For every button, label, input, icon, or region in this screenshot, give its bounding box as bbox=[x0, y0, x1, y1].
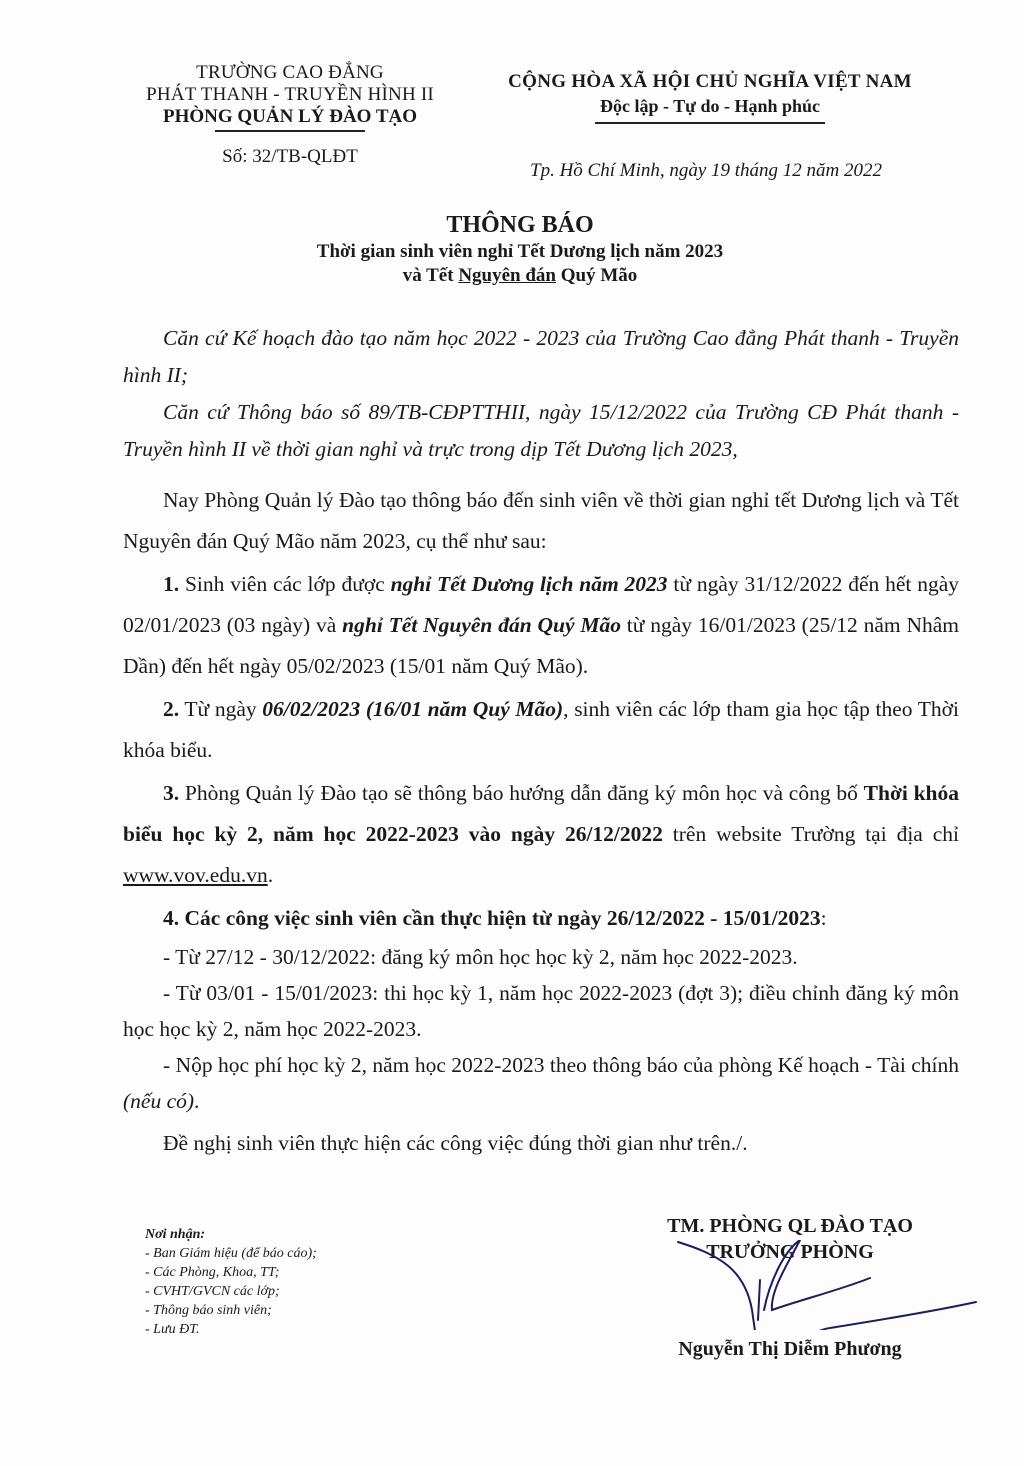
item-2-text: Từ ngày bbox=[179, 697, 263, 721]
item-1-number: 1. bbox=[163, 572, 180, 596]
legal-basis-1: Căn cứ Kế hoạch đào tạo năm học 2022 - 2023 của Trường Cao đẳng Phát thanh - Truyền hình II; bbox=[123, 326, 959, 387]
item-1-text: Sinh viên các lớp được bbox=[179, 572, 391, 596]
item-3-text-3: . bbox=[267, 863, 274, 887]
signature-line-2: TRƯỞNG PHÒNG bbox=[706, 1241, 874, 1263]
recipient-item: - CVHT/GVCN các lớp; bbox=[145, 1284, 280, 1299]
signature-line-1: TM. PHÒNG QL ĐÀO TẠO bbox=[667, 1215, 913, 1237]
fee-text: - Nộp học phí học kỳ 2, năm học 2022-2023 theo thông báo của phòng Kế hoạch - Tài chính bbox=[163, 1053, 959, 1077]
item-4-task-1: - Từ 27/12 - 30/12/2022: đăng ký môn học học kỳ 2, năm học 2022-2023. bbox=[163, 945, 798, 969]
issuer-divider bbox=[215, 130, 365, 132]
recipient-item: - Các Phòng, Khoa, TT; bbox=[145, 1265, 280, 1280]
country-name: CỘNG HÒA XÃ HỘI CHỦ NGHĨA VIỆT NAM bbox=[508, 71, 912, 92]
item-4-heading-text: 4. Các công việc sinh viên cần thực hiện từ ngày 26/12/2022 - 15/01/2023 bbox=[163, 906, 821, 930]
item-1-emphasis-1: nghỉ Tết Dương lịch năm 2023 bbox=[390, 572, 668, 596]
subtitle-prefix: và Tết bbox=[402, 265, 459, 286]
item-3-emphasis: Thời khóa biểu học kỳ 2, năm học 2022-2023 vào ngày 26/12/2022 bbox=[123, 781, 959, 846]
recipient-item: - Thông báo sinh viên; bbox=[145, 1303, 272, 1318]
school-name-line2: PHÁT THANH - TRUYỀN HÌNH II bbox=[146, 84, 434, 105]
item-1-text-2: từ ngày 31/12/2022 đến hết ngày 02/01/2023 (03 ngày) và bbox=[123, 572, 960, 637]
recipient-item: - Lưu ĐT. bbox=[145, 1322, 200, 1337]
item-2-text-2: , sinh viên các lớp tham gia học tập theo Thời khóa biểu. bbox=[123, 697, 959, 762]
recipient-item: - Ban Giám hiệu (để báo cáo); bbox=[145, 1246, 317, 1261]
recipients-block bbox=[145, 1225, 317, 1339]
document-subtitle-line1: Thời gian sinh viên nghỉ Tết Dương lịch năm 2023 bbox=[316, 241, 724, 262]
item-3-text: Phòng Quản lý Đào tạo sẽ thông báo hướng dẫn đăng ký môn học và công bố bbox=[179, 781, 864, 805]
signer-name: Nguyễn Thị Diễm Phương bbox=[678, 1338, 902, 1360]
subtitle-suffix: Quý Mão bbox=[555, 265, 638, 286]
website-link[interactable]: www.vov.edu.vn bbox=[123, 863, 268, 887]
motto-divider bbox=[595, 122, 825, 124]
document-subtitle-line2 bbox=[200, 264, 840, 288]
item-4-heading-colon: : bbox=[820, 906, 827, 930]
document-number: Số: 32/TB-QLĐT bbox=[222, 145, 358, 167]
motto: Độc lập - Tự do - Hạnh phúc bbox=[599, 96, 821, 116]
item-4-task-2: - Từ 03/01 - 15/01/2023: thi học kỳ 1, năm học 2022-2023 (đợt 3); điều chỉnh đăng ký môn học học kỳ 2, năm học 2022-2023. bbox=[123, 981, 959, 1041]
fee-end: . bbox=[194, 1089, 200, 1113]
item-3-number: 3. bbox=[163, 781, 180, 805]
document-title: THÔNG BÁO bbox=[446, 212, 594, 238]
item-4-heading bbox=[123, 898, 959, 939]
fee-note: (nếu có) bbox=[123, 1089, 195, 1113]
item-3 bbox=[123, 773, 959, 896]
recipients-heading: Nơi nhận: bbox=[145, 1227, 206, 1242]
item-2-emphasis: 06/02/2023 (16/01 năm Quý Mão) bbox=[262, 697, 564, 721]
subtitle-underlined: Nguyên đán bbox=[458, 265, 556, 286]
national-motto-block bbox=[440, 70, 980, 124]
document-title-block bbox=[200, 210, 840, 288]
document-body bbox=[123, 320, 959, 1161]
issuer-block bbox=[110, 62, 470, 168]
intro-paragraph: Nay Phòng Quản lý Đào tạo thông báo đến sinh viên về thời gian nghỉ tết Dương lịch và Tết Nguyên đán Quý Mão năm 2023, cụ thể như sau: bbox=[123, 488, 959, 553]
item-4-task-3 bbox=[123, 1047, 959, 1119]
item-1-emphasis-2: nghỉ Tết Nguyên đán Quý Mão bbox=[342, 613, 621, 637]
school-name-line1: TRƯỜNG CAO ĐẲNG bbox=[196, 62, 384, 83]
department-name: PHÒNG QUẢN LÝ ĐÀO TẠO bbox=[162, 106, 418, 127]
closing-paragraph: Đề nghị sinh viên thực hiện các công việc đúng thời gian như trên./. bbox=[163, 1131, 748, 1155]
item-3-text-2: trên website Trường tại địa chỉ bbox=[662, 822, 960, 846]
item-2 bbox=[123, 689, 959, 771]
issue-date: Tp. Hồ Chí Minh, ngày 19 tháng 12 năm 2022 bbox=[530, 160, 883, 181]
item-2-number: 2. bbox=[163, 697, 180, 721]
handwritten-signature bbox=[660, 1240, 980, 1330]
item-1 bbox=[123, 564, 959, 687]
legal-basis-2: Căn cứ Thông báo số 89/TB-CĐPTTHII, ngày 15/12/2022 của Trường CĐ Phát thanh - Truyền hình II về thời gian nghỉ và trực trong dịp Tết Dương lịch 2023, bbox=[123, 400, 959, 461]
item-1-text-3: từ ngày 16/01/2023 (25/12 năm Nhâm Dần) đến hết ngày 05/02/2023 (15/01 năm Quý Mão). bbox=[123, 613, 960, 678]
